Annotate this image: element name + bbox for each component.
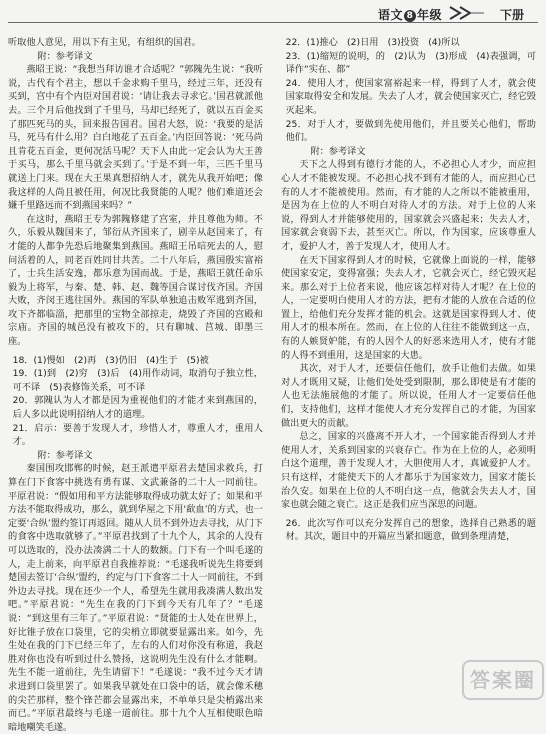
paragraph: 听取他人意见，用以下有主见，有组织的国君。 — [8, 37, 201, 48]
grade-number-badge: 8 — [404, 10, 416, 22]
paragraph: 24．使用人才，使国家富裕起来一样，得到了人才，就会使国家取得安全和发展。失去了人才，就会使国家灭亡，经它毁灭起来。 — [285, 77, 536, 116]
subject-grade-label — [378, 6, 442, 23]
page-header — [0, 0, 546, 30]
grade-text: 年级 — [417, 8, 443, 22]
double-chevron-icon — [448, 5, 484, 21]
header-divider — [8, 22, 538, 23]
paragraph: 秦国围攻邯郸的时候，赵王派遣平原君去楚国求救兵，打算在门下食客中挑选有勇有谋、文武兼备的二十人一同前往。平原君说：“假如用和平方法能够取得成功就太好了；如果和平方法不能取得成功，那么，就到华屋之下用‘歃血’的方式，也一定要‘合纵’盟约签订再返回。随从人员不到外边去寻找，从门下的食客中选取就够了。”平原君找到了十九个人，其余的人没有可以选取的，没办法凑满二十人的数额。门下有一个叫毛遂的人，走上前来，向平原君自我推荐说：“毛遂我听说先生将要到楚国去签订‘合纵’盟约，约定与门下食客二十人一同前往，不到外边去寻找。现在还少一个人，希望先生就用我凑满人数出发吧。”平原君说：“先生在我的门下到今天有几年了？”毛遂说：“到这里有三年了。”平原君说：“贤能的士人处在世界上，好比锥子放在口袋里，它的尖梢立即就要显露出来。如今，先生处在我的门下已经三年了，左右的人们对你没有称道，我赵胜对你也没有听到过什么赞扬，这说明先生没有什么才能啊。先生不能一道前往，先生请留下！”毛遂说：“我不过今天才请求进到口袋里罢了。如果我早就处在口袋中的话，就会像禾穗的尖芒那样，整个锋芒都会显露出来，不单单只是尖梢露出来而已。”平原君最终与毛遂一道前往。那十九个人互相使眼色暗暗地嘲笑毛遂。 — [8, 463, 263, 733]
paragraph: 20．郭隗认为人才都是因为重视他们的才能才来到燕国的，后人多以此说明招纳人才的道理。 — [12, 395, 263, 421]
paragraph: 总之，国家的兴盛离不开人才，一个国家能否得到人才并使用人才，关系到国家的兴衰存亡。作为在上位的人，必须明白这个道理，善于发现人才，大胆使用人才，真诚爱护人才。只有这样，才能使天下的人才都乐于为国家效力，国家才能长治久安。如果在上位的人不明白这一点，他就会失去人才，国家也就会随之衰亡。这正是我们应当深思的问题。 — [281, 431, 536, 511]
right-text-column — [281, 36, 536, 544]
paragraph: 在这时，燕昭王专为郭隗修建了宫室，并且尊他为师。不久，乐毅从魏国来了，邹衍从齐国来了，剧辛从赵国来了，有才能的人都争先恐后地聚集到燕国。燕昭王吊唁死去的人，慰问活着的人，同老百姓同甘共苦。二十八年后，燕国殷实富裕了，士兵生活安逸，都乐意为国而战。于是，燕昭王就任命乐毅为上将军，与秦、楚、韩、赵、魏等国合谋讨伐齐国。齐国大败，齐闵王逃往国外。燕国的军队单独追击败军逃到齐国，攻下齐都临淄，把那里的宝物全部掠走，烧毁了齐国的宫殿和宗庙。齐国的城邑没有被攻下的，只有聊城、莒城、即墨三座。 — [8, 213, 263, 348]
left-text-column — [8, 36, 263, 734]
paragraph: 燕昭王说：“我想当拜访谁才合适呢？”郭隗先生说：“我听说，古代有个君主，想以千金求购千里马，经过三年，还没有买到，宫中有个内臣对国君说：‘请让我去寻求它。’国君就派他去。三个月后他找到了千里马，马却已经死了，就以五百金买了那匹死马的头，回来报告国君。国君大怒，说：‘我要的是活马，死马有什么用？白白地花了五百金。’内臣回答说：‘死马尚且肯花五百金，更何况活马呢？天下人由此一定会认为大王善于买马，那么千里马就会买到了。’于是不到一年，三匹千里马就送上门来。现在大王果真想招纳人才，就先从我开始吧；像我这样的人尚且被任用，何况比我贤能的人呢？他们难道还会嫌千里路远而不到燕国来吗？” — [8, 64, 263, 212]
subject-text: 语文 — [378, 8, 404, 22]
paragraph: 天下之人得到有德行才能的人，不必担心人才少，而应担心人才不能被发现。不必担心找不到有才能的人，而应担心已有的人才不能被使用。然而，有才能的人之所以不能被重用，是因为在上位的人不明白对待人才的方法。对于上位的人来说，得到人才并能够使用的，国家就会兴盛起来；失去人才，国家就会衰弱下去，甚至灭亡。所以，作为国家，应该尊重人才，爱护人才，善于发现人才，使用人才。 — [281, 159, 536, 252]
paragraph: 附：参考译文 — [37, 449, 93, 461]
paragraph: 19．(1)到 (2)穷 (3)后 (4)用作动词，取消句子独立性，可不译 (5)表修饰关系，可不译 — [12, 368, 263, 393]
paragraph: 26．此次写作可以充分发挥自己的想象，选择自己熟悉的题材。其次，题目中的开篇应当紧扣题意，做到条理清楚， — [285, 517, 536, 543]
paragraph: 23．(1)缩短的说明，的 (2)认为 (3)形成 (4)表强调，可译作“实在、都” — [285, 50, 536, 76]
paragraph: 在天下国家得到人才的时候，它就像上面说的一样，能够使国家安定，变得富强；失去人才，它就会灭亡，经它毁灭起来。那么对于上位者来说，他应该怎样对待人才呢？在上位的人，一定要明白使用人才的方法，把有才能的人放在合适的位置上，给他们充分发挥才能的机会。这就是国家得到人才、使用人才的根本所在。然而，在上位的人往往不能做到这一点，有的人嫉贤妒能，有的人因个人的好恶来选用人才，使有才能的人得不到重用，这是国家的大患。 — [281, 254, 536, 361]
term-label: 下册 — [500, 8, 525, 22]
paragraph: 附：参考译文 — [310, 145, 366, 157]
paragraph: 18．(1)慢如 (2)再 (3)仍旧 (4)生于 (5)被 — [12, 354, 209, 366]
paragraph: 21．启示：要善于发现人才，珍惜人才，尊重人才，重用人才。 — [12, 422, 263, 448]
paragraph: 22．(1)推心 (2)日用 (3)投资 (4)所以 — [285, 37, 460, 48]
paragraph: 25．对于人才，要做到先使用他们，并且要关心他们，帮助他们。 — [285, 118, 536, 144]
paragraph: 其次，对于人才，还要信任他们，放手让他们去做。如果对人才既用又疑，让他们处处受到限制，那么即使是有才能的人也无法施展他的才能了。所以说，任用人才一定要信任他们，支持他们，这样才能使人才充分发挥自己的才能，为国家做出更大的贡献。 — [281, 363, 536, 429]
paragraph: 附：参考译文 — [37, 50, 93, 62]
watermark-stamp: 答案圈 — [462, 660, 544, 700]
